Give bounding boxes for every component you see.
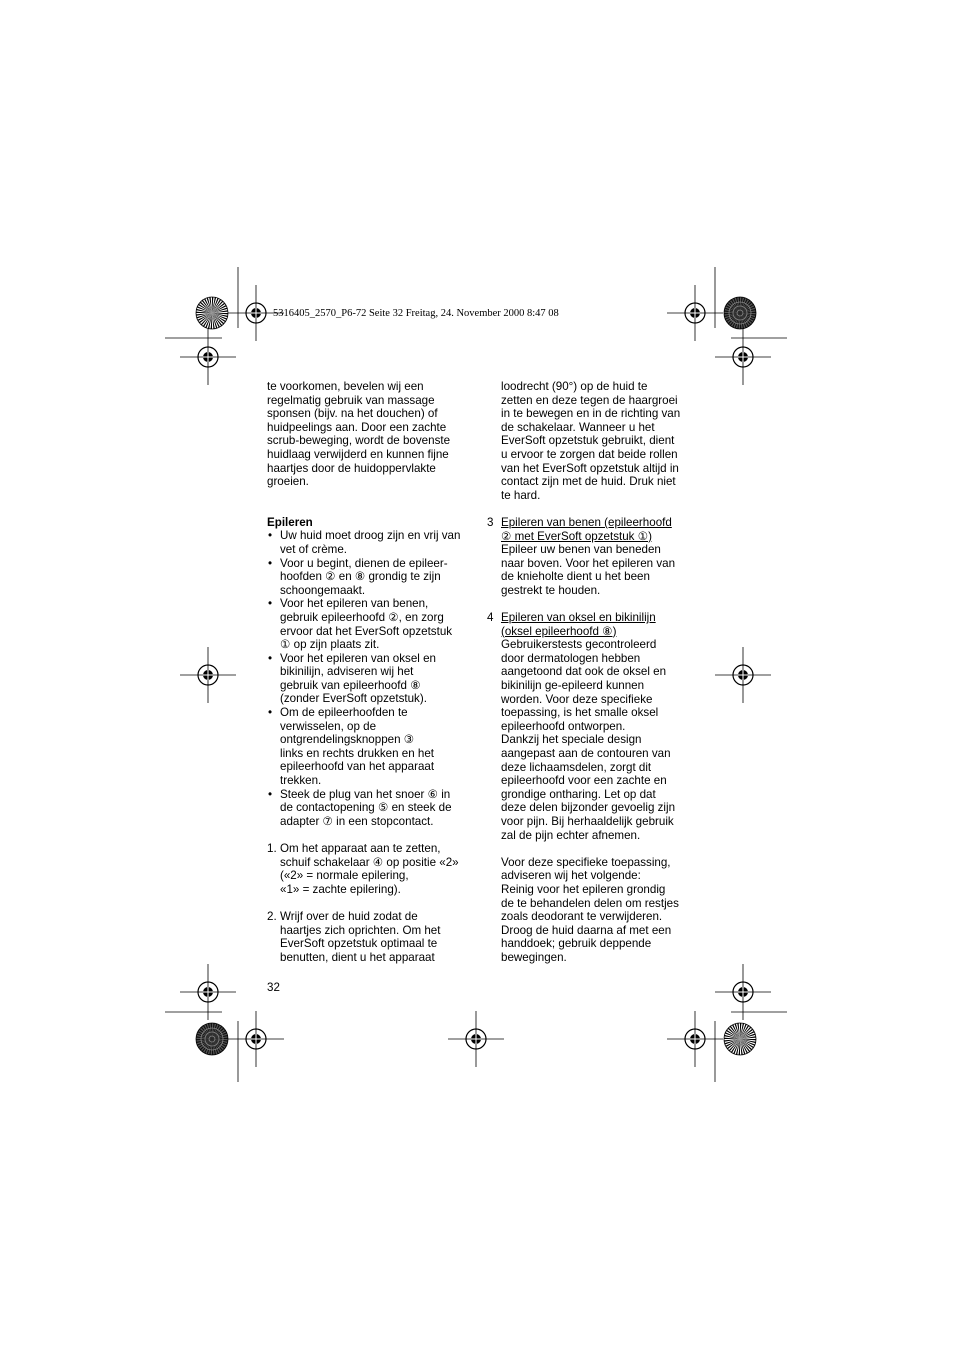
text-line: worden. Voor deze specifieke (501, 692, 653, 706)
list-item (267, 788, 472, 829)
text-line: te voorkomen, bevelen wij een (267, 380, 424, 393)
text-line: gebruik van epileerhoofd ⑧ (280, 678, 421, 692)
step-3-body (501, 543, 702, 597)
print-header: 5316405_2570_P6-72 Seite 32 Freitag, 24. November 2000 8:47 08 (273, 308, 559, 319)
text-line: Om de epileerhoofden te (280, 706, 408, 720)
step-4 (487, 611, 702, 842)
text-line: regelmatig gebruik van massage (267, 393, 435, 407)
registration-crosshair (180, 329, 236, 385)
step-1 (267, 842, 472, 896)
text-line: in te bewegen en in de richting van (501, 407, 681, 421)
text-line: aangetoond dat ook de oksel en (501, 665, 667, 679)
text-line: Steek de plug van het snoer ⑥ in (280, 787, 451, 801)
text-line: ervoor dat het EverSoft opzetstuk (280, 624, 453, 638)
text-line: haartjes zich oprichten. Om het (280, 923, 441, 937)
text-line: Droog de huid daarna af met een (501, 923, 672, 937)
text-line: door dermatologen hebben (501, 651, 641, 665)
text-line: trekken. (280, 774, 322, 788)
text-line: bewegingen. (501, 950, 567, 964)
step-2-number: 2. (267, 909, 277, 923)
bullet-list (267, 529, 472, 828)
text-line: gebruik epileerhoofd ②, en zorg (280, 610, 444, 624)
list-item (267, 557, 472, 598)
text-line: Epileer uw benen van beneden (501, 543, 661, 557)
text-line: Reinig voor het epileren grondig (501, 882, 666, 896)
text-line: de te behandelen delen om restjes (501, 896, 679, 910)
text-line: de knieholte dient u het been (501, 570, 650, 584)
list-item (267, 597, 472, 651)
starburst-target (724, 1023, 756, 1055)
registration-crosshair (448, 1011, 504, 1067)
text-line: loodrecht (90°) op de huid te (501, 380, 648, 393)
text-line: Voor u begint, dienen de epileer- (280, 556, 448, 570)
intro-paragraph (267, 380, 472, 489)
text-line: naar boven. Voor het epileren van (501, 556, 676, 570)
section-heading: Epileren (267, 515, 313, 529)
text-line: hoofden ② en ⑧ grondig te zijn (280, 570, 441, 584)
step-4-title (501, 611, 702, 638)
text-line: benutten, dient u het apparaat (280, 950, 435, 964)
text-line: links en rechts drukken en het (280, 746, 435, 760)
text-line: gestrekt te houden. (501, 583, 601, 597)
text-line: grondige ontharing. Let op dat (501, 787, 656, 801)
text-line: Voor deze specifieke toepassing, (501, 855, 671, 869)
text-line: ② met EverSoft opzetstuk ①) (501, 529, 652, 543)
text-line: adapter ⑦ in een stopcontact. (280, 814, 434, 828)
text-line: schuif schakelaar ④ op positie «2» (280, 855, 459, 869)
text-line: huidlaag verwijderd en kunnen fijne (267, 447, 449, 461)
registration-crosshair (715, 329, 771, 385)
starburst-target (196, 1023, 228, 1055)
registration-crosshair (228, 1011, 284, 1067)
text-line: de contactopening ⑤ en steek de (280, 801, 452, 815)
step-3-number: 3 (487, 515, 494, 529)
continued-paragraph (487, 380, 702, 502)
text-line: verwisselen, op de (280, 719, 377, 733)
text-line: ① op zijn plaats zit. (280, 638, 380, 652)
text-line: Uw huid moet droog zijn en vrij van (280, 529, 461, 543)
text-line: (zonder EverSoft opzetstuk). (280, 692, 427, 706)
registration-crosshair (180, 647, 236, 703)
text-line: ontgrendelingsknoppen ③ (280, 733, 415, 747)
step-4-number: 4 (487, 611, 494, 625)
step-2 (267, 910, 472, 964)
text-line: «1» = zachte epilering). (280, 882, 401, 896)
text-line: Epileren van benen (epileerhoofd (501, 515, 672, 529)
step-2-text (280, 910, 472, 964)
advice-paragraph (487, 856, 702, 965)
text-line: Epileren van oksel en bikinilijn (501, 611, 656, 625)
text-line: adviseren wij het volgende: (501, 869, 641, 883)
text-line: Om het apparaat aan te zetten, (280, 842, 441, 855)
text-line: toepassing, is het smalle oksel (501, 706, 659, 720)
step-3 (487, 516, 702, 598)
list-item (267, 706, 472, 788)
text-line: haartjes door de huidoppervlakte (267, 461, 436, 475)
text-line: huidpeelings aan. Door een zachte (267, 420, 447, 434)
starburst-target (196, 297, 228, 329)
text-line: Gebruikerstests gecontroleerd (501, 638, 657, 652)
text-line: voor pijn. Bij herhaaldelijk gebruik (501, 815, 674, 828)
text-line: sponsen (bijv. na het douchen) of (267, 407, 438, 421)
text-line: de schakelaar. Wanneer u het (501, 420, 655, 434)
left-column (267, 380, 472, 964)
registration-crosshair (715, 647, 771, 703)
text-line: Wrijf over de huid zodat de (280, 909, 418, 923)
step-1-number: 1. (267, 842, 277, 855)
right-column (487, 380, 702, 965)
text-line: (oksel epileerhoofd ⑧) (501, 624, 617, 638)
page-number: 32 (267, 981, 280, 994)
text-line: vet of crème. (280, 542, 348, 556)
step-3-title (501, 516, 702, 543)
text-line: aangepast aan de contouren van (501, 747, 671, 761)
text-line: contact zijn met de huid. Druk niet (501, 475, 676, 489)
starburst-target (724, 297, 756, 329)
text-line: deze delen bijzonder gevoelig zijn (501, 801, 676, 815)
text-line: epileerhoofd van het apparaat (280, 760, 435, 774)
step-4-body (501, 638, 702, 842)
list-item (267, 529, 472, 556)
text-line: groeien. (267, 475, 309, 489)
list-item (267, 652, 472, 706)
text-line: van het EverSoft opzetstuk altijd in (501, 461, 679, 475)
text-line: zal de pijn echter afnemen. (501, 828, 641, 842)
text-line: Voor het epileren van benen, (280, 597, 429, 611)
text-line: deze lichaamsdelen, zorgt dit (501, 760, 652, 774)
text-line: («2» = normale epilering, (280, 869, 409, 883)
text-line: u ervoor te zorgen dat beide rollen (501, 447, 678, 461)
text-line: zetten en deze tegen de haargroei (501, 393, 678, 407)
text-line: te hard. (501, 488, 541, 502)
text-line: scrub-beweging, wordt de bovenste (267, 434, 451, 448)
text-line: bikinilijn ge-epileerd kunnen (501, 679, 645, 693)
text-line: bikinilijn, adviseren wij het (280, 665, 414, 679)
text-line: EverSoft opzetstuk optimaal te (280, 937, 438, 951)
text-line: zoals deodorant te verwijderen. (501, 910, 663, 924)
text-line: epileerhoofd ontworpen. (501, 719, 626, 733)
step-1-text (280, 842, 472, 896)
text-line: Dankzij het speciale design (501, 733, 642, 747)
text-line: EverSoft opzetstuk gebruikt, dient (501, 434, 675, 448)
text-line: handdoek; gebruik deppende (501, 937, 652, 951)
text-line: Voor het epileren van oksel en (280, 651, 436, 665)
text-line: epileerhoofd voor een zachte en (501, 774, 667, 788)
text-line: schoongemaakt. (280, 583, 366, 597)
